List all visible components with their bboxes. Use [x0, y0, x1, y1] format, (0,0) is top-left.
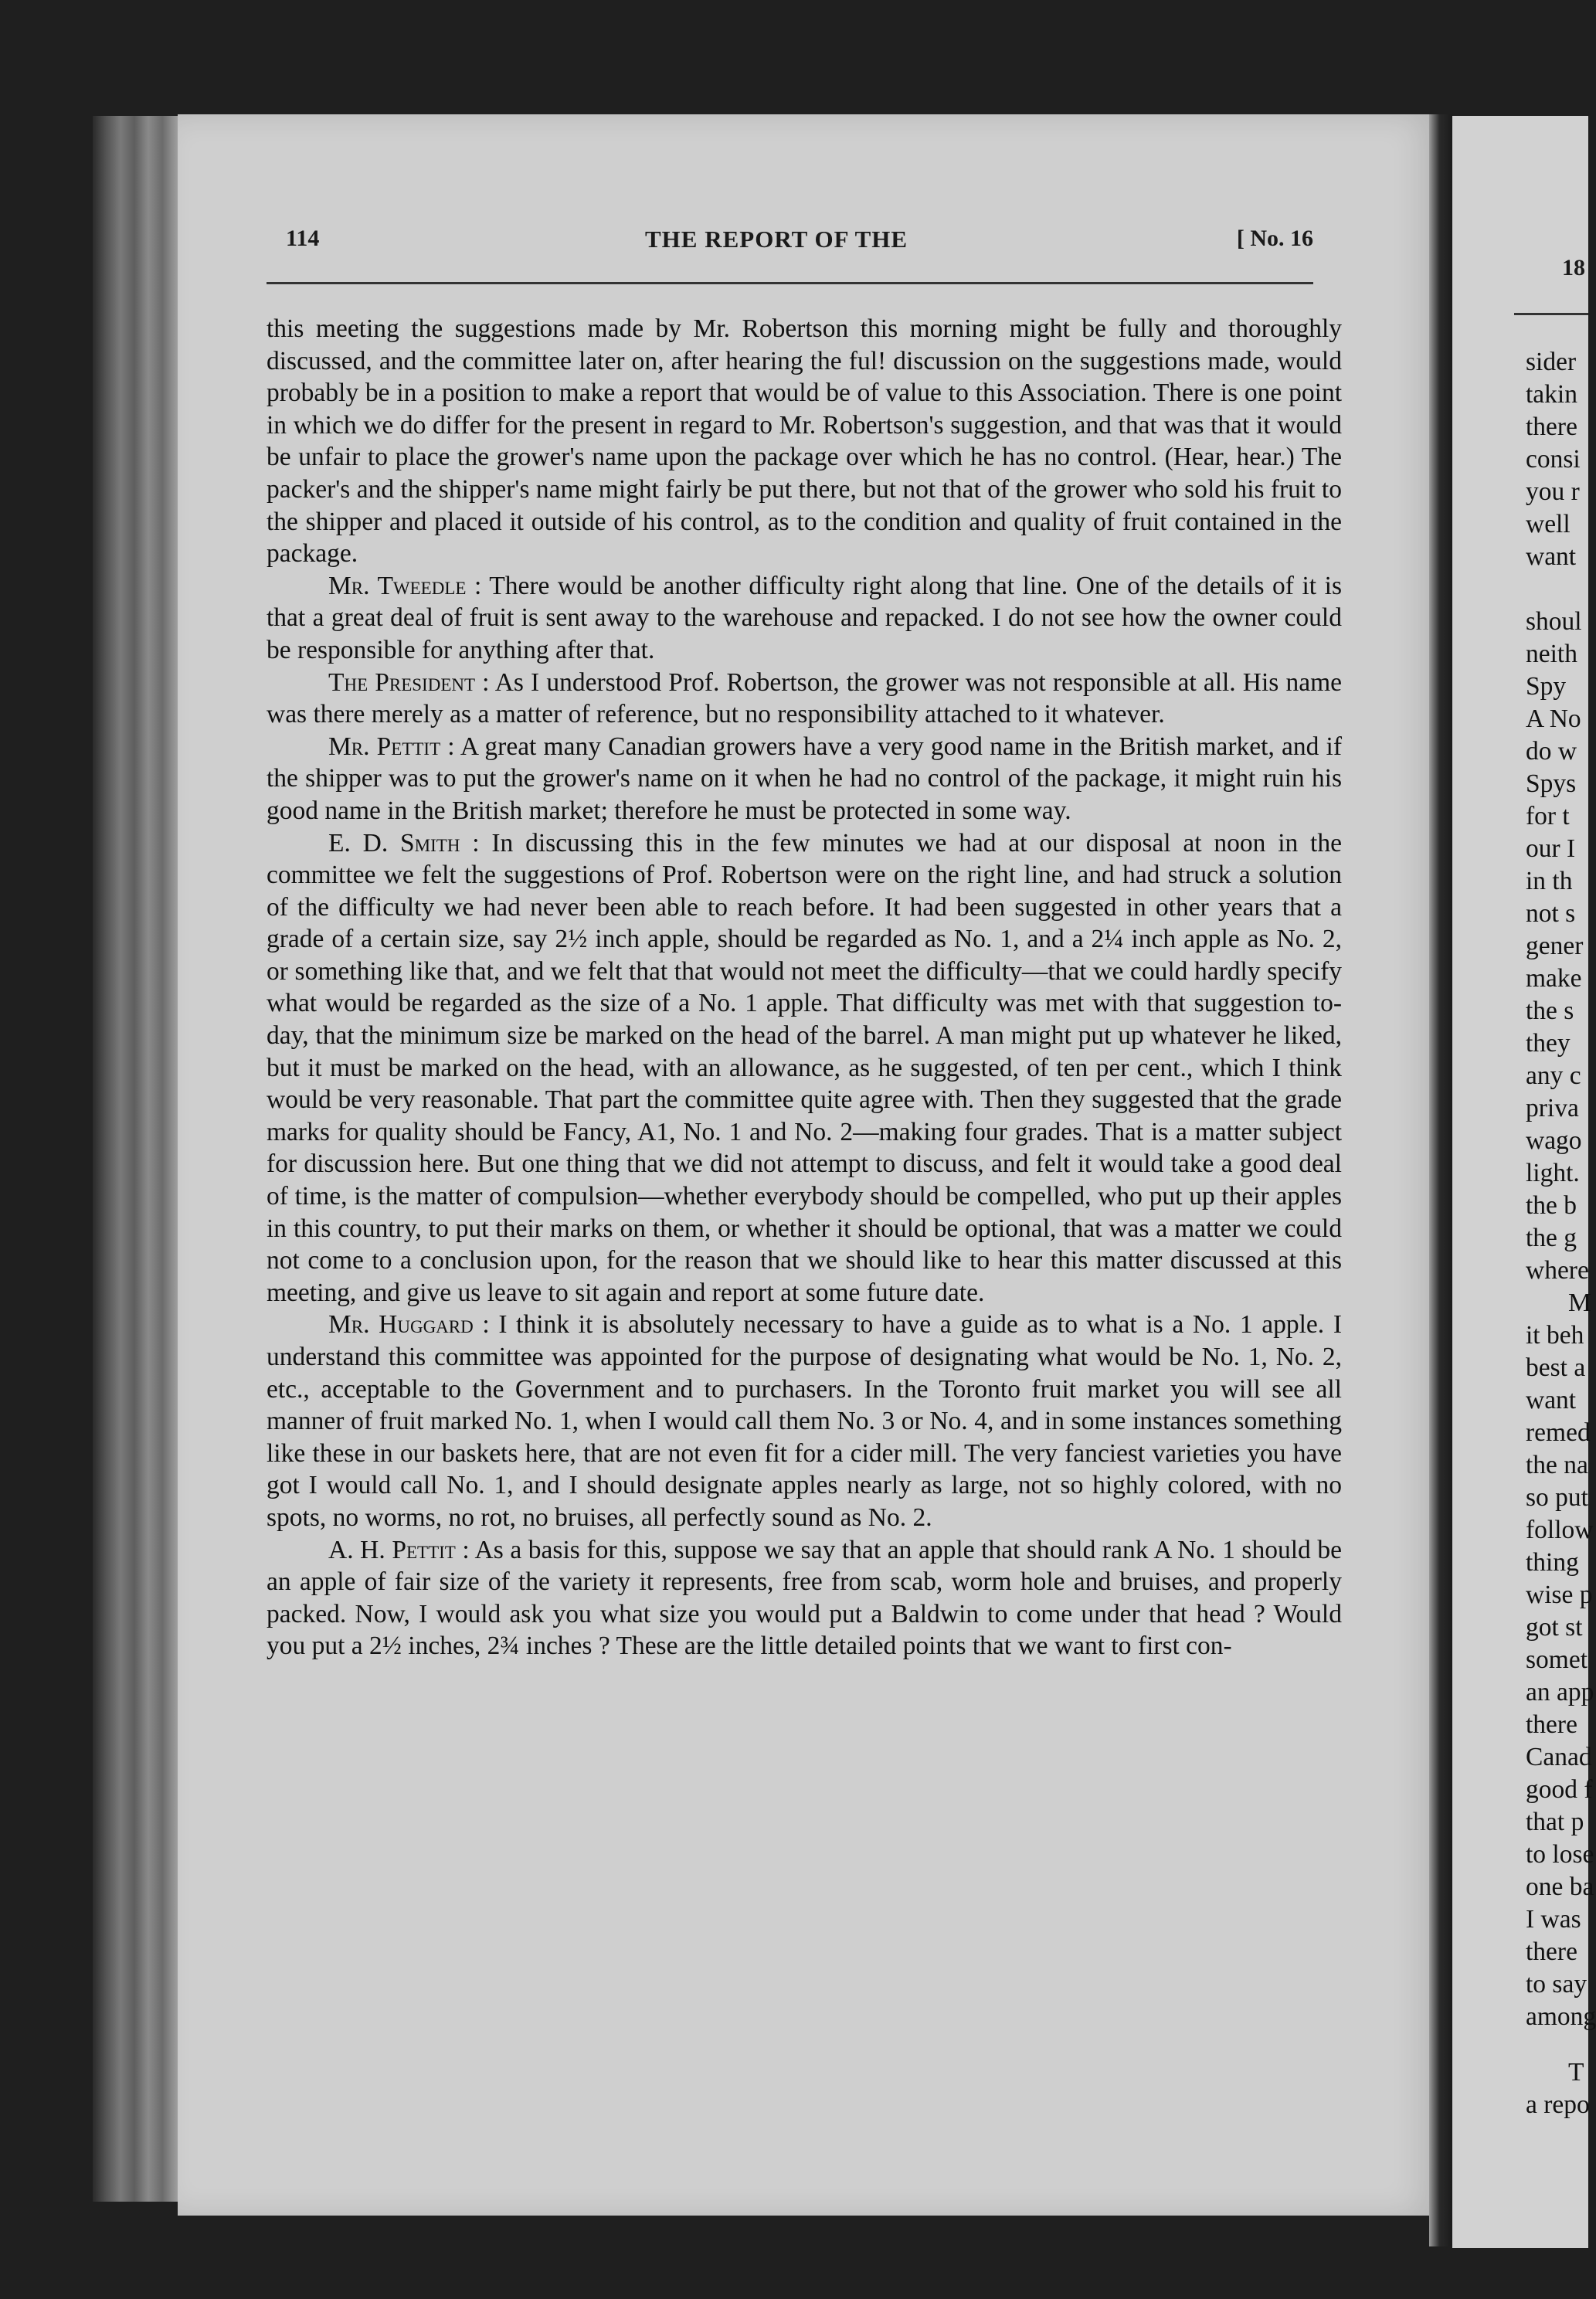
paragraph-text: As I understood Prof. Robertson, the grower was not responsible at all. His name was there merely as a matter of reference, but no responsibility attached to it whatever.	[267, 667, 1342, 729]
paragraph-text: As a basis for this, suppose we say that an apple that should rank A No. 1 should be an apple of fair size of the variety it represents, free from scab, worm hole and bruises, and properly packed. Now, I would ask you what size you would put a Baldwin to come under that head ? Would you put a 2½ inches, 2¾ inches ? These are the little detailed points that we want to first con-	[267, 1535, 1342, 1661]
right-page-line: do w	[1526, 737, 1577, 766]
right-page-line: takin	[1526, 380, 1577, 409]
paragraph	[267, 667, 1342, 731]
right-page-line: neith	[1526, 640, 1577, 668]
speaker-name: Mr. Pettit :	[328, 732, 455, 761]
right-page-line: a repo	[1526, 2090, 1590, 2119]
right-page-line: the g	[1526, 1224, 1577, 1252]
right-page-line: wago	[1526, 1126, 1582, 1155]
right-page-line: you r	[1526, 477, 1580, 506]
right-page-line: want	[1526, 542, 1577, 571]
right-page-line: not s	[1526, 899, 1576, 928]
right-page-line: wise p	[1526, 1581, 1593, 1609]
right-page-line: I was	[1526, 1905, 1581, 1934]
right-page-line: that p	[1526, 1808, 1584, 1836]
paragraph	[267, 1534, 1342, 1662]
running-header	[286, 226, 1313, 264]
right-page-line: in th	[1526, 867, 1573, 895]
paragraph-text: There would be another difficulty right along that line. One of the details of it is that a great deal of fruit is sent away to the warehouse and repacked. I do not see how the owner could be responsible for anything after that.	[267, 571, 1343, 664]
right-page-line: Canad	[1526, 1743, 1592, 1771]
right-page-line: Spy	[1526, 672, 1567, 701]
right-page-line: T	[1568, 2058, 1584, 2087]
issue-number: [ No. 16	[1236, 226, 1313, 251]
right-page-header: 18	[1562, 255, 1585, 280]
right-page-line: one ba	[1526, 1873, 1594, 1901]
right-page-line: shoul	[1526, 607, 1582, 636]
body-text	[267, 313, 1342, 1662]
right-page-line: gener	[1526, 932, 1584, 960]
right-page-line: to lose	[1526, 1840, 1594, 1869]
book-spine	[93, 116, 185, 2202]
right-page-line: among	[1526, 2002, 1596, 2031]
right-page-line: there	[1526, 1937, 1577, 1966]
right-page-line: remed	[1526, 1418, 1591, 1447]
paragraph-text: I think it is absolutely necessary to have a guide as to what is a No. 1 apple. I understand this committee was appointed for the purpose of designating what would be No. 1, No. 2, etc., acceptable to the Government and to purchasers. In the Toronto fruit market you will see all manner of fruit marked No. 1, when I would call them No. 3 or No. 4, and in some instances something like these in our baskets here, that are not even fit for a cider mill. The very fanciest varieties you have got I would call No. 1, and I should designate apples nearly as large, not so highly colored, with no spots, no worms, no rot, no bruises, all perfectly sound as No. 2.	[267, 1310, 1342, 1532]
paragraph-text: In discussing this in the few minutes we had at our disposal at noon in the committee we felt the suggestions of Prof. Robertson were on the right line, and had struck a solution of the difficulty we had never been able to reach before. It had been suggested in other years that a grade of a certain size, say 2½ inch apple, should be regarded as No. 1, and a 2¼ inch apple as No. 2, or something like that, and we felt that that would not meet the difficulty—that we could hardly specify what would be regarded as the size of a No. 1 apple. That difficulty was met with that suggestion to-day, that the minimum size be marked on the head of the barrel. A man might put up whatever he liked, but it must be marked on the head, with an allowance, as he suggested, of ten per cent., which I think would be very reasonable. That part the committee quite agree with. Then they suggested that the grade marks for quality should be Fancy, A1, No. 1 and No. 2—making four grades. That is a matter subject for discussion here. But one thing that we did not attempt to discuss, and felt it would take a good deal of time, is the matter of compulsion—whether everybody should be compelled, who put up their apples in this country, to put their marks on them, or whether it should be optional, that was a matter we could not come to a conclusion upon, for the reason that we should like to hear this matter discussed at this meeting, and give us leave to sit again and report at some future date.	[267, 828, 1342, 1307]
right-page-line: good f	[1526, 1775, 1593, 1804]
book-gutter	[1429, 114, 1452, 2246]
speaker-name: The President :	[328, 667, 490, 697]
speaker-name: Mr. Tweedle :	[328, 571, 482, 600]
right-page-line: our I	[1526, 834, 1576, 863]
right-page-line: any c	[1526, 1061, 1581, 1090]
right-page-line: A No	[1526, 705, 1581, 733]
right-page-line: priva	[1526, 1094, 1579, 1122]
right-page-line: well	[1526, 510, 1571, 538]
right-page-line: best a	[1526, 1353, 1586, 1382]
right-page-line: there	[1526, 413, 1577, 441]
right-page-line: Spys	[1526, 769, 1577, 798]
right-page-line: to say	[1526, 1970, 1588, 1998]
right-page-line: the b	[1526, 1191, 1577, 1220]
speaker-name: Mr. Huggard :	[328, 1310, 490, 1340]
right-page-line: where	[1526, 1256, 1589, 1285]
right-page-line: light.	[1526, 1159, 1580, 1187]
right-page-line: consi	[1526, 445, 1581, 474]
right-page-line: the s	[1526, 997, 1574, 1025]
right-page-line: the na	[1526, 1451, 1588, 1479]
right-page-line: for t	[1526, 802, 1570, 830]
right-page-line: follow	[1526, 1516, 1594, 1544]
paragraph	[267, 1309, 1342, 1533]
paragraph	[267, 570, 1342, 667]
page-number: 114	[286, 226, 320, 251]
speaker-name: A. H. Pettit :	[328, 1535, 470, 1564]
right-page-line: sider	[1526, 348, 1577, 376]
right-page-line: make	[1526, 964, 1582, 993]
right-page-line: it beh	[1526, 1321, 1584, 1350]
right-page-line: an app	[1526, 1678, 1594, 1706]
right-page-line: got st	[1526, 1613, 1583, 1642]
paragraph	[267, 731, 1342, 827]
right-header-rule	[1514, 313, 1588, 315]
right-page-line: thing	[1526, 1548, 1579, 1577]
right-page-line: want	[1526, 1386, 1577, 1414]
right-page-line: so put	[1526, 1483, 1588, 1512]
speaker-name: E. D. Smith :	[328, 828, 480, 857]
right-page-line: they	[1526, 1029, 1571, 1058]
right-page-line: M	[1568, 1289, 1591, 1317]
right-page-line: somet	[1526, 1645, 1588, 1674]
running-title: THE REPORT OF THE	[645, 226, 908, 253]
right-page-line: there	[1526, 1710, 1577, 1739]
header-rule	[267, 282, 1313, 284]
paragraph	[267, 313, 1342, 570]
paragraph-text: A great many Canadian growers have a very good name in the British market, and if the shipper was to put the grower's name on it when he had no control of the package, it might ruin his good name in the British market; therefore he must be protected in some way.	[267, 732, 1342, 825]
paragraph	[267, 827, 1342, 1309]
paragraph-text: this meeting the suggestions made by Mr. Robertson this morning might be fully and thoroughly discussed, and the committee later on, after hearing the ful! discussion on the suggestions made, would probably be in a position to make a report that would be of value to this Association. There is one point in which we do differ for the present in regard to Mr. Robertson's suggestion, and that was that it would be unfair to place the grower's name upon the package over which he has no control. (Hear, hear.) The packer's and the shipper's name might fairly be put there, but not that of the grower who sold his fruit to the shipper and placed it outside of his control, as to the condition and quality of fruit contained in the package.	[267, 314, 1342, 569]
